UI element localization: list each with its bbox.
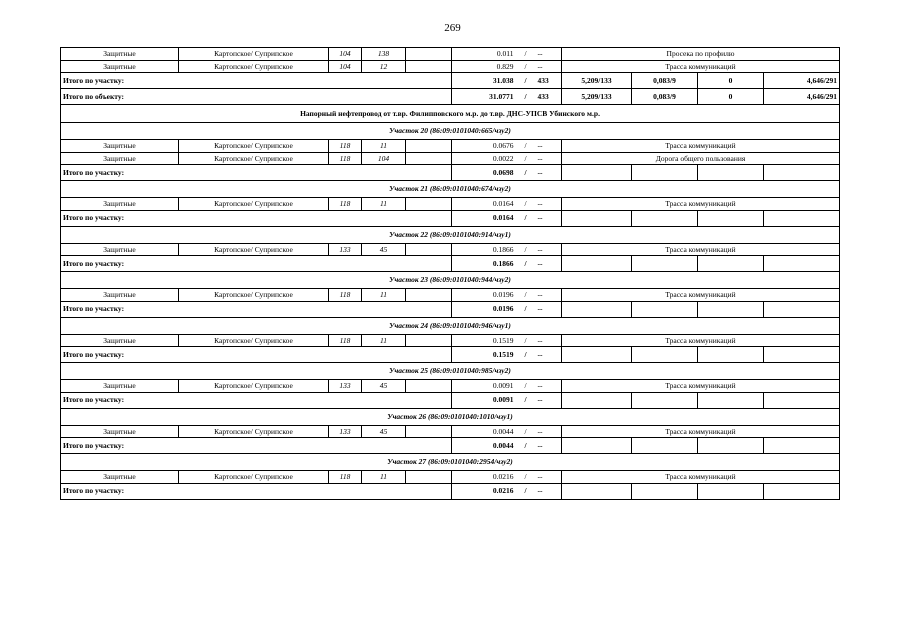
object-total-row: [61, 89, 840, 105]
cell-separator: /: [516, 289, 536, 302]
cell-purpose: Просека по профилю: [562, 48, 840, 61]
total-label: Итого по участку:: [61, 483, 452, 499]
cell-volume: --: [536, 334, 562, 347]
cell-type: Защитные: [61, 243, 179, 256]
table-row: [61, 60, 840, 73]
total-empty-cell: [764, 165, 840, 181]
cell-compartment: 138: [362, 48, 406, 61]
cell-empty: [406, 198, 452, 211]
cell-area: 0.0044: [452, 425, 516, 438]
cell-type: Защитные: [61, 140, 179, 153]
cell-forestry: Картопское/ Суприпское: [179, 198, 329, 211]
cell-compartment: 12: [362, 60, 406, 73]
total-separator: /: [516, 210, 536, 226]
cell-volume: --: [536, 60, 562, 73]
cell-type: Защитные: [61, 48, 179, 61]
total-separator: /: [516, 347, 536, 363]
cell-type: Защитные: [61, 198, 179, 211]
cell-compartment: 45: [362, 425, 406, 438]
total-empty-cell: [764, 256, 840, 272]
cell-separator: /: [516, 60, 536, 73]
total-separator: /: [516, 301, 536, 317]
total-label: Итого по участку:: [61, 438, 452, 454]
total-area: 0.0091: [452, 392, 516, 408]
cell-quarter: 104: [329, 48, 362, 61]
total-col-4: 4,646/291: [764, 73, 840, 89]
total-separator: /: [516, 438, 536, 454]
cell-area: 0.0091: [452, 380, 516, 393]
total-empty-cell: [764, 347, 840, 363]
cell-type: Защитные: [61, 334, 179, 347]
cell-area: 0.0676: [452, 140, 516, 153]
cell-purpose: Трасса коммуникаций: [562, 198, 840, 211]
cell-forestry: Картопское/ Суприпское: [179, 289, 329, 302]
total-separator: /: [516, 165, 536, 181]
total-empty-cell: [632, 301, 698, 317]
cell-compartment: 11: [362, 471, 406, 484]
total-empty-cell: [632, 256, 698, 272]
table-row: [61, 198, 840, 211]
total-area: 31.038: [452, 73, 516, 89]
cell-empty: [406, 243, 452, 256]
total-label: Итого по участку:: [61, 301, 452, 317]
section-total-row: [61, 210, 840, 226]
cell-quarter: 133: [329, 243, 362, 256]
total-separator: /: [516, 73, 536, 89]
section-total-row: [61, 483, 840, 499]
total-empty-cell: [764, 301, 840, 317]
total-empty-cell: [562, 301, 632, 317]
cell-empty: [406, 152, 452, 165]
total-empty-cell: [632, 483, 698, 499]
cell-purpose: Дорога общего пользования: [562, 152, 840, 165]
cell-area: 0.1866: [452, 243, 516, 256]
section-title: [61, 454, 840, 471]
cell-compartment: 45: [362, 380, 406, 393]
cell-separator: /: [516, 140, 536, 153]
cell-area: 0.011: [452, 48, 516, 61]
cell-purpose: Трасса коммуникаций: [562, 140, 840, 153]
total-empty-cell: [632, 438, 698, 454]
cell-purpose: Трасса коммуникаций: [562, 471, 840, 484]
cell-type: Защитные: [61, 289, 179, 302]
total-col-3: 0: [698, 73, 764, 89]
section-title-text: Участок 22 (86:09:0101040:914/чзу1): [61, 226, 840, 243]
total-area: 0.0196: [452, 301, 516, 317]
cell-area: 0.0196: [452, 289, 516, 302]
table-row: [61, 471, 840, 484]
cell-compartment: 11: [362, 198, 406, 211]
section-title-text: Участок 27 (86:09:0101040:2954/чзу2): [61, 454, 840, 471]
total-col-3: 0: [698, 89, 764, 105]
total-label: Итого по участку:: [61, 347, 452, 363]
total-label: Итого по участку:: [61, 256, 452, 272]
cell-compartment: 11: [362, 140, 406, 153]
section-total-row: [61, 438, 840, 454]
cell-volume: --: [536, 471, 562, 484]
cell-separator: /: [516, 152, 536, 165]
table-row: [61, 48, 840, 61]
total-volume: --: [536, 165, 562, 181]
cell-volume: --: [536, 198, 562, 211]
cell-volume: --: [536, 289, 562, 302]
cell-forestry: Картопское/ Суприпское: [179, 334, 329, 347]
total-empty-cell: [698, 301, 764, 317]
total-empty-cell: [562, 165, 632, 181]
cell-volume: --: [536, 152, 562, 165]
section-title-text: Участок 23 (86:09:0101040:944/чзу2): [61, 272, 840, 289]
cell-separator: /: [516, 471, 536, 484]
cell-forestry: Картопское/ Суприпское: [179, 140, 329, 153]
section-title: [61, 181, 840, 198]
total-label: Итого по участку:: [61, 165, 452, 181]
section-title-text: Участок 20 (86:09:0101040:665/чзу2): [61, 123, 840, 140]
section-total-row: [61, 165, 840, 181]
cell-forestry: Картопское/ Суприпское: [179, 380, 329, 393]
section-total-row: [61, 256, 840, 272]
cell-quarter: 133: [329, 380, 362, 393]
cell-empty: [406, 289, 452, 302]
cell-quarter: 118: [329, 334, 362, 347]
section-total-row: [61, 392, 840, 408]
total-volume: --: [536, 438, 562, 454]
cell-separator: /: [516, 243, 536, 256]
total-label: Итого по участку:: [61, 392, 452, 408]
land-plot-table: [60, 47, 840, 500]
section-title: [61, 226, 840, 243]
total-empty-cell: [698, 165, 764, 181]
cell-compartment: 11: [362, 289, 406, 302]
cell-volume: --: [536, 243, 562, 256]
total-label: Итого по объекту:: [61, 89, 452, 105]
section-title: [61, 363, 840, 380]
table-row: [61, 243, 840, 256]
total-col-1: 5,209/133: [562, 73, 632, 89]
cell-separator: /: [516, 425, 536, 438]
total-area: 0.1519: [452, 347, 516, 363]
cell-forestry: Картопское/ Суприпское: [179, 425, 329, 438]
cell-forestry: Картопское/ Суприпское: [179, 152, 329, 165]
section-total-row: [61, 73, 840, 89]
cell-separator: /: [516, 380, 536, 393]
total-empty-cell: [632, 210, 698, 226]
total-empty-cell: [698, 347, 764, 363]
cell-area: 0.0216: [452, 471, 516, 484]
cell-compartment: 104: [362, 152, 406, 165]
cell-empty: [406, 380, 452, 393]
cell-compartment: 45: [362, 243, 406, 256]
cell-volume: --: [536, 425, 562, 438]
object-title: [61, 105, 840, 123]
total-volume: --: [536, 210, 562, 226]
total-empty-cell: [764, 392, 840, 408]
section-total-row: [61, 301, 840, 317]
total-empty-cell: [698, 256, 764, 272]
cell-purpose: Трасса коммуникаций: [562, 425, 840, 438]
table-row: [61, 380, 840, 393]
cell-area: 0.1519: [452, 334, 516, 347]
page-number: 269: [444, 22, 461, 34]
section-title: [61, 123, 840, 140]
total-empty-cell: [562, 483, 632, 499]
table-row: [61, 152, 840, 165]
total-volume: --: [536, 347, 562, 363]
cell-forestry: Картопское/ Суприпское: [179, 48, 329, 61]
section-title-text: Участок 26 (86:09:0101040:1010/чзу1): [61, 408, 840, 425]
cell-separator: /: [516, 198, 536, 211]
section-title-text: Участок 24 (86:09:0101040:946/чзу1): [61, 317, 840, 334]
total-label: Итого по участку:: [61, 73, 452, 89]
cell-forestry: Картопское/ Суприпское: [179, 60, 329, 73]
cell-forestry: Картопское/ Суприпское: [179, 243, 329, 256]
total-col-1: 5,209/133: [562, 89, 632, 105]
cell-area: 0.829: [452, 60, 516, 73]
cell-area: 0.0164: [452, 198, 516, 211]
total-empty-cell: [698, 210, 764, 226]
table-row: [61, 140, 840, 153]
total-empty-cell: [764, 210, 840, 226]
total-col-4: 4,646/291: [764, 89, 840, 105]
total-area: 0.0216: [452, 483, 516, 499]
cell-purpose: Трасса коммуникаций: [562, 380, 840, 393]
table-row: [61, 289, 840, 302]
total-col-2: 0,083/9: [632, 89, 698, 105]
total-volume: --: [536, 301, 562, 317]
section-total-row: [61, 347, 840, 363]
cell-empty: [406, 425, 452, 438]
cell-separator: /: [516, 48, 536, 61]
cell-purpose: Трасса коммуникаций: [562, 243, 840, 256]
cell-purpose: Трасса коммуникаций: [562, 334, 840, 347]
total-empty-cell: [632, 392, 698, 408]
total-label: Итого по участку:: [61, 210, 452, 226]
object-title-text: Напорный нефтепровод от т.вр. Филипповского м.р. до т.вр. ДНС-УПСВ Убинского м.р.: [61, 105, 840, 123]
total-separator: /: [516, 392, 536, 408]
cell-volume: --: [536, 380, 562, 393]
section-title: [61, 317, 840, 334]
total-area: 0.0698: [452, 165, 516, 181]
total-empty-cell: [632, 347, 698, 363]
total-volume: 433: [536, 89, 562, 105]
section-title: [61, 408, 840, 425]
section-title-text: Участок 25 (86:09:0101040:985/чзу2): [61, 363, 840, 380]
cell-purpose: Трасса коммуникаций: [562, 60, 840, 73]
total-volume: --: [536, 256, 562, 272]
total-volume: --: [536, 483, 562, 499]
total-separator: /: [516, 256, 536, 272]
cell-quarter: 133: [329, 425, 362, 438]
total-empty-cell: [764, 438, 840, 454]
total-volume: --: [536, 392, 562, 408]
cell-quarter: 104: [329, 60, 362, 73]
cell-quarter: 118: [329, 198, 362, 211]
table-row: [61, 334, 840, 347]
cell-type: Защитные: [61, 425, 179, 438]
cell-type: Защитные: [61, 60, 179, 73]
cell-quarter: 118: [329, 289, 362, 302]
total-col-2: 0,083/9: [632, 73, 698, 89]
total-empty-cell: [632, 165, 698, 181]
cell-forestry: Картопское/ Суприпское: [179, 471, 329, 484]
cell-separator: /: [516, 334, 536, 347]
total-area: 0.0044: [452, 438, 516, 454]
total-area: 0.0164: [452, 210, 516, 226]
section-title-text: Участок 21 (86:09:0101040:674/чзу2): [61, 181, 840, 198]
cell-empty: [406, 60, 452, 73]
cell-quarter: 118: [329, 471, 362, 484]
total-empty-cell: [698, 438, 764, 454]
cell-area: 0.0022: [452, 152, 516, 165]
table-row: [61, 425, 840, 438]
total-separator: /: [516, 89, 536, 105]
cell-quarter: 118: [329, 140, 362, 153]
total-empty-cell: [562, 256, 632, 272]
cell-type: Защитные: [61, 380, 179, 393]
cell-quarter: 118: [329, 152, 362, 165]
total-empty-cell: [562, 392, 632, 408]
total-area: 0.1866: [452, 256, 516, 272]
section-title: [61, 272, 840, 289]
cell-type: Защитные: [61, 471, 179, 484]
cell-empty: [406, 140, 452, 153]
total-volume: 433: [536, 73, 562, 89]
total-area: 31.0771: [452, 89, 516, 105]
total-empty-cell: [698, 483, 764, 499]
cell-compartment: 11: [362, 334, 406, 347]
total-empty-cell: [562, 210, 632, 226]
total-separator: /: [516, 483, 536, 499]
cell-empty: [406, 48, 452, 61]
cell-volume: --: [536, 140, 562, 153]
total-empty-cell: [698, 392, 764, 408]
cell-type: Защитные: [61, 152, 179, 165]
cell-empty: [406, 334, 452, 347]
cell-purpose: Трасса коммуникаций: [562, 289, 840, 302]
total-empty-cell: [764, 483, 840, 499]
cell-volume: --: [536, 48, 562, 61]
total-empty-cell: [562, 438, 632, 454]
total-empty-cell: [562, 347, 632, 363]
cell-empty: [406, 471, 452, 484]
